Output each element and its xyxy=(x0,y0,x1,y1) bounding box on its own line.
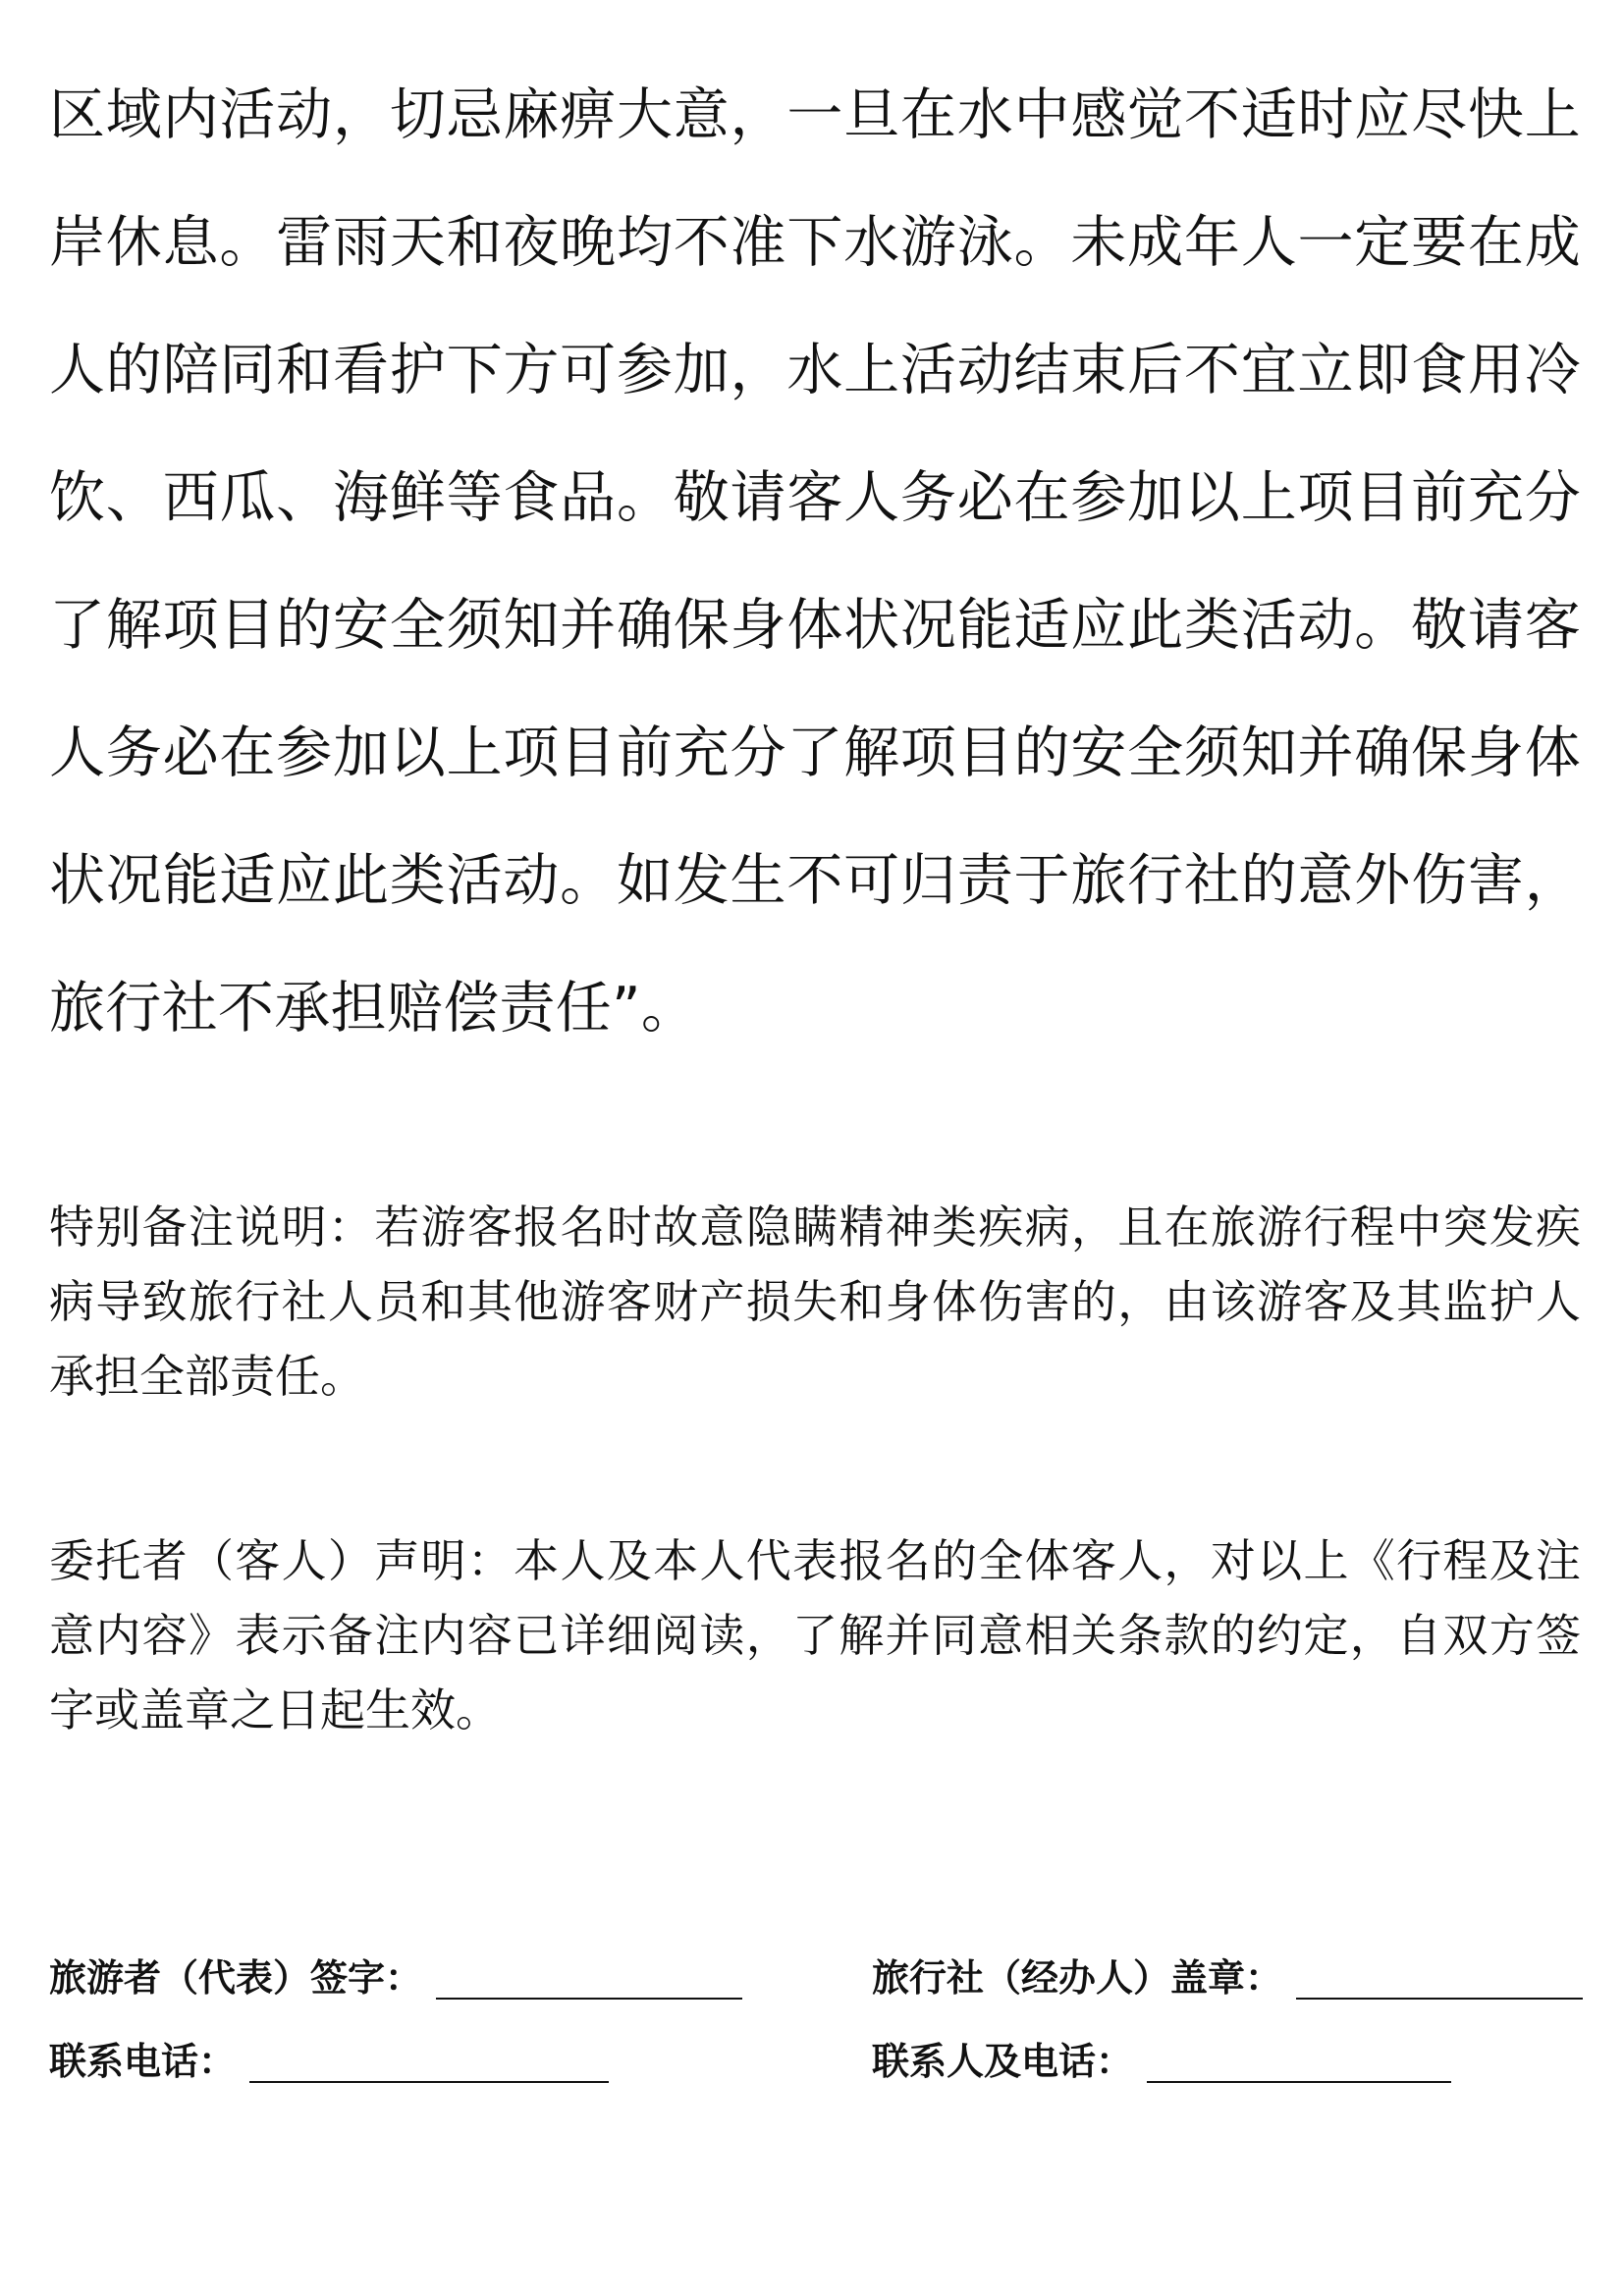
traveler-signature-field xyxy=(49,1949,742,2007)
main-paragraph: 区域内活动，切忌麻痹大意，一旦在水中感觉不适时应尽快上岸休息。雷雨天和夜晚均不准下水游泳。未成年人一定要在成人的陪同和看护下方可参加，水上活动结束后不宜立即食用冷饮、西瓜、海鲜等食品。敬请客人务必在参加以上项目前充分了解项目的安全须知并确保身体状况能适应此类活动。敬请客人务必在参加以上项目前充分了解项目的安全须知并确保身体状况能适应此类活动。如发生不可归责于旅行社的意外伤害，旅行社不承担赔偿责任”。 xyxy=(49,82,1581,1041)
agency-stamp-field xyxy=(872,1949,1583,2007)
signature-row-1 xyxy=(49,1949,1581,2007)
client-declaration: 委托者（客人）声明：本人及本人代表报名的全体客人，对以上《行程及注意内容》表示备注内容已详细阅读，了解并同意相关条款的约定，自双方签字或盖章之日起生效。 xyxy=(49,1534,1581,1736)
phone-label: 联系电话： xyxy=(49,2040,237,2083)
signature-row-2 xyxy=(49,2032,1581,2091)
phone-line[interactable] xyxy=(249,2038,609,2083)
traveler-signature-label: 旅游者（代表）签字： xyxy=(49,1956,423,2000)
special-note: 特别备注说明：若游客报名时故意隐瞒精神类疾病，且在旅游行程中突发疾病导致旅行社人员和其他游客财产损失和身体伤害的，由该游客及其监护人承担全部责任。 xyxy=(49,1201,1581,1403)
agency-stamp-label: 旅行社（经办人）盖章： xyxy=(872,1956,1283,2000)
agency-stamp-line[interactable] xyxy=(1296,1954,1583,2000)
phone-field xyxy=(49,2032,609,2091)
contact-line[interactable] xyxy=(1147,2038,1451,2083)
traveler-signature-line[interactable] xyxy=(436,1954,742,2000)
contact-field xyxy=(872,2032,1451,2091)
contact-label: 联系人及电话： xyxy=(872,2040,1134,2083)
